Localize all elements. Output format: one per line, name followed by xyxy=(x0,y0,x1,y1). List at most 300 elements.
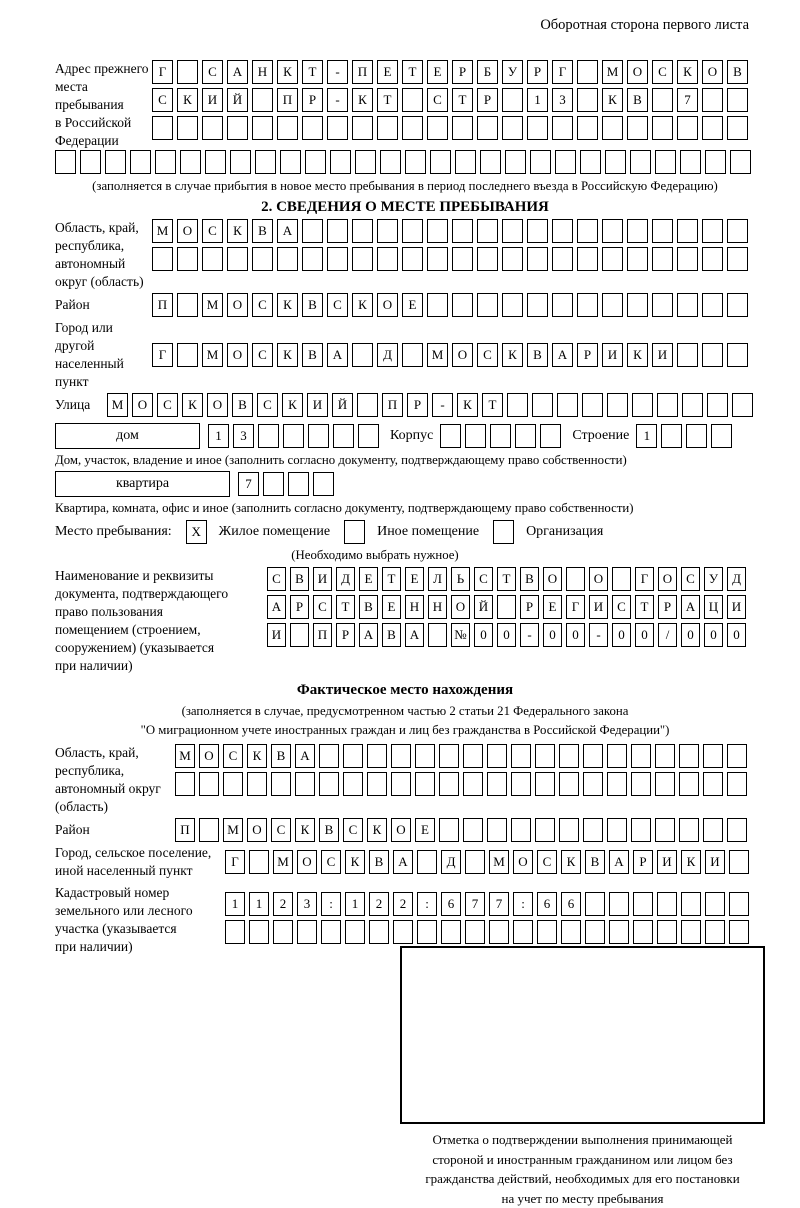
char-box[interactable]: Й xyxy=(227,88,248,112)
char-box[interactable] xyxy=(489,920,509,944)
char-box[interactable] xyxy=(552,219,573,243)
char-box[interactable] xyxy=(455,150,476,174)
char-box[interactable]: С xyxy=(427,88,448,112)
char-box[interactable]: О xyxy=(589,567,608,591)
char-box[interactable] xyxy=(480,150,501,174)
char-box[interactable]: К xyxy=(602,88,623,112)
dom-field[interactable]: дом xyxy=(55,423,200,449)
char-box[interactable] xyxy=(465,850,485,874)
char-box[interactable] xyxy=(227,116,248,140)
char-box[interactable] xyxy=(249,850,269,874)
char-box[interactable]: В xyxy=(727,60,748,84)
char-box[interactable] xyxy=(439,818,459,842)
char-box[interactable]: И xyxy=(267,623,286,647)
char-box[interactable]: Ь xyxy=(451,567,470,591)
char-box[interactable] xyxy=(252,247,273,271)
char-box[interactable] xyxy=(515,424,536,448)
char-box[interactable]: Й xyxy=(332,393,353,417)
char-box[interactable]: В xyxy=(359,595,378,619)
char-box[interactable]: К xyxy=(177,88,198,112)
char-box[interactable]: В xyxy=(252,219,273,243)
char-box[interactable] xyxy=(631,744,651,768)
char-box[interactable] xyxy=(609,892,629,916)
char-box[interactable] xyxy=(655,150,676,174)
char-box[interactable] xyxy=(177,247,198,271)
char-box[interactable] xyxy=(577,293,598,317)
char-box[interactable] xyxy=(319,744,339,768)
char-box[interactable] xyxy=(402,88,423,112)
char-box[interactable] xyxy=(730,150,751,174)
char-box[interactable] xyxy=(527,219,548,243)
char-box[interactable] xyxy=(295,772,315,796)
char-box[interactable] xyxy=(582,393,603,417)
char-box[interactable]: И xyxy=(589,595,608,619)
char-box[interactable]: К xyxy=(282,393,303,417)
char-box[interactable] xyxy=(402,247,423,271)
char-box[interactable] xyxy=(247,772,267,796)
char-box[interactable] xyxy=(527,293,548,317)
char-box[interactable]: Т xyxy=(497,567,516,591)
char-box[interactable] xyxy=(657,920,677,944)
char-box[interactable] xyxy=(702,247,723,271)
char-box[interactable] xyxy=(55,150,76,174)
char-box[interactable] xyxy=(402,116,423,140)
char-box[interactable]: 0 xyxy=(727,623,746,647)
char-box[interactable]: 3 xyxy=(233,424,254,448)
char-box[interactable]: В xyxy=(382,623,401,647)
char-box[interactable]: 2 xyxy=(273,892,293,916)
char-box[interactable] xyxy=(705,892,725,916)
char-box[interactable] xyxy=(583,772,603,796)
char-box[interactable] xyxy=(652,247,673,271)
char-box[interactable]: М xyxy=(427,343,448,367)
char-box[interactable] xyxy=(552,293,573,317)
char-box[interactable]: С xyxy=(612,595,631,619)
checkbox-organization[interactable] xyxy=(493,520,514,544)
char-box[interactable] xyxy=(580,150,601,174)
char-box[interactable]: Р xyxy=(290,595,309,619)
char-box[interactable]: С xyxy=(327,293,348,317)
char-box[interactable]: Л xyxy=(428,567,447,591)
char-box[interactable] xyxy=(415,772,435,796)
char-box[interactable]: : xyxy=(417,892,437,916)
char-box[interactable] xyxy=(252,88,273,112)
char-box[interactable] xyxy=(255,150,276,174)
char-box[interactable] xyxy=(377,116,398,140)
char-box[interactable]: В xyxy=(627,88,648,112)
char-box[interactable] xyxy=(652,219,673,243)
char-box[interactable] xyxy=(507,393,528,417)
char-box[interactable] xyxy=(352,219,373,243)
char-box[interactable] xyxy=(502,88,523,112)
char-box[interactable]: И xyxy=(602,343,623,367)
char-box[interactable] xyxy=(441,920,461,944)
char-box[interactable] xyxy=(655,744,675,768)
char-box[interactable] xyxy=(511,744,531,768)
char-box[interactable] xyxy=(679,772,699,796)
char-box[interactable] xyxy=(343,744,363,768)
char-box[interactable] xyxy=(632,393,653,417)
char-box[interactable] xyxy=(703,744,723,768)
char-box[interactable]: У xyxy=(704,567,723,591)
char-box[interactable] xyxy=(511,818,531,842)
char-box[interactable] xyxy=(497,595,516,619)
char-box[interactable]: С xyxy=(477,343,498,367)
char-box[interactable]: В xyxy=(369,850,389,874)
char-box[interactable] xyxy=(577,247,598,271)
char-box[interactable]: К xyxy=(367,818,387,842)
char-box[interactable]: О xyxy=(513,850,533,874)
char-box[interactable] xyxy=(327,116,348,140)
char-box[interactable] xyxy=(559,818,579,842)
char-box[interactable] xyxy=(393,920,413,944)
char-box[interactable] xyxy=(702,219,723,243)
char-box[interactable] xyxy=(487,744,507,768)
char-box[interactable]: 1 xyxy=(345,892,365,916)
char-box[interactable]: 3 xyxy=(552,88,573,112)
char-box[interactable] xyxy=(627,116,648,140)
char-box[interactable]: Г xyxy=(566,595,585,619)
char-box[interactable]: / xyxy=(658,623,677,647)
char-box[interactable] xyxy=(487,772,507,796)
char-box[interactable]: А xyxy=(327,343,348,367)
char-box[interactable]: И xyxy=(727,595,746,619)
char-box[interactable]: М xyxy=(107,393,128,417)
char-box[interactable] xyxy=(607,744,627,768)
char-box[interactable] xyxy=(566,567,585,591)
char-box[interactable]: М xyxy=(223,818,243,842)
char-box[interactable] xyxy=(405,150,426,174)
char-box[interactable]: А xyxy=(393,850,413,874)
char-box[interactable] xyxy=(607,393,628,417)
char-box[interactable] xyxy=(511,772,531,796)
char-box[interactable] xyxy=(530,150,551,174)
char-box[interactable]: 3 xyxy=(297,892,317,916)
char-box[interactable] xyxy=(681,892,701,916)
char-box[interactable]: В xyxy=(302,343,323,367)
char-box[interactable] xyxy=(290,623,309,647)
char-box[interactable]: А xyxy=(267,595,286,619)
char-box[interactable]: О xyxy=(452,343,473,367)
char-box[interactable] xyxy=(557,393,578,417)
char-box[interactable] xyxy=(465,424,486,448)
char-box[interactable] xyxy=(711,424,732,448)
char-box[interactable] xyxy=(655,772,675,796)
char-box[interactable] xyxy=(155,150,176,174)
char-box[interactable] xyxy=(177,60,198,84)
char-box[interactable]: П xyxy=(152,293,173,317)
char-box[interactable]: В xyxy=(527,343,548,367)
char-box[interactable] xyxy=(502,247,523,271)
char-box[interactable]: Р xyxy=(520,595,539,619)
char-box[interactable] xyxy=(343,772,363,796)
char-box[interactable] xyxy=(552,247,573,271)
char-box[interactable] xyxy=(652,293,673,317)
char-box[interactable] xyxy=(202,116,223,140)
char-box[interactable]: Р xyxy=(336,623,355,647)
char-box[interactable] xyxy=(391,772,411,796)
char-box[interactable]: О xyxy=(132,393,153,417)
char-box[interactable]: О xyxy=(177,219,198,243)
char-box[interactable]: М xyxy=(152,219,173,243)
char-box[interactable] xyxy=(199,818,219,842)
char-box[interactable] xyxy=(302,116,323,140)
char-box[interactable] xyxy=(263,472,284,496)
char-box[interactable]: М xyxy=(489,850,509,874)
char-box[interactable]: М xyxy=(202,293,223,317)
char-box[interactable]: И xyxy=(202,88,223,112)
char-box[interactable]: Е xyxy=(402,293,423,317)
char-box[interactable]: - xyxy=(589,623,608,647)
char-box[interactable] xyxy=(505,150,526,174)
char-box[interactable]: 7 xyxy=(489,892,509,916)
char-box[interactable]: В xyxy=(520,567,539,591)
char-box[interactable]: О xyxy=(451,595,470,619)
char-box[interactable] xyxy=(630,150,651,174)
char-box[interactable] xyxy=(585,892,605,916)
char-box[interactable]: И xyxy=(313,567,332,591)
char-box[interactable]: 2 xyxy=(369,892,389,916)
char-box[interactable] xyxy=(727,772,747,796)
char-box[interactable]: И xyxy=(705,850,725,874)
char-box[interactable] xyxy=(679,744,699,768)
char-box[interactable] xyxy=(703,772,723,796)
char-box[interactable]: Т xyxy=(302,60,323,84)
char-box[interactable]: К xyxy=(247,744,267,768)
char-box[interactable] xyxy=(577,88,598,112)
char-box[interactable] xyxy=(427,219,448,243)
char-box[interactable] xyxy=(352,247,373,271)
char-box[interactable] xyxy=(288,472,309,496)
char-box[interactable]: В xyxy=(290,567,309,591)
char-box[interactable]: Т xyxy=(402,60,423,84)
char-box[interactable]: А xyxy=(681,595,700,619)
char-box[interactable]: В xyxy=(319,818,339,842)
char-box[interactable]: С xyxy=(343,818,363,842)
char-box[interactable]: Т xyxy=(635,595,654,619)
char-box[interactable]: Г xyxy=(225,850,245,874)
char-box[interactable]: С xyxy=(202,219,223,243)
char-box[interactable]: А xyxy=(552,343,573,367)
char-box[interactable] xyxy=(679,818,699,842)
char-box[interactable]: А xyxy=(227,60,248,84)
char-box[interactable] xyxy=(681,920,701,944)
char-box[interactable]: С xyxy=(271,818,291,842)
char-box[interactable] xyxy=(540,424,561,448)
char-box[interactable] xyxy=(177,116,198,140)
char-box[interactable]: О xyxy=(377,293,398,317)
char-box[interactable] xyxy=(152,247,173,271)
char-box[interactable]: 0 xyxy=(474,623,493,647)
char-box[interactable]: К xyxy=(352,88,373,112)
char-box[interactable]: П xyxy=(352,60,373,84)
char-box[interactable] xyxy=(612,567,631,591)
char-box[interactable] xyxy=(439,744,459,768)
char-box[interactable]: Р xyxy=(452,60,473,84)
char-box[interactable]: К xyxy=(681,850,701,874)
char-box[interactable]: - xyxy=(327,88,348,112)
char-box[interactable] xyxy=(427,247,448,271)
char-box[interactable]: О xyxy=(227,343,248,367)
char-box[interactable] xyxy=(273,920,293,944)
char-box[interactable]: О xyxy=(207,393,228,417)
char-box[interactable] xyxy=(277,247,298,271)
char-box[interactable] xyxy=(377,247,398,271)
char-box[interactable] xyxy=(487,818,507,842)
char-box[interactable]: С xyxy=(537,850,557,874)
char-box[interactable] xyxy=(502,293,523,317)
char-box[interactable] xyxy=(702,343,723,367)
char-box[interactable]: М xyxy=(602,60,623,84)
char-box[interactable]: А xyxy=(359,623,378,647)
char-box[interactable]: К xyxy=(182,393,203,417)
char-box[interactable] xyxy=(602,293,623,317)
char-box[interactable]: Й xyxy=(474,595,493,619)
char-box[interactable]: 1 xyxy=(225,892,245,916)
char-box[interactable]: К xyxy=(277,60,298,84)
char-box[interactable] xyxy=(607,818,627,842)
char-box[interactable] xyxy=(583,744,603,768)
char-box[interactable] xyxy=(205,150,226,174)
char-box[interactable]: 1 xyxy=(208,424,229,448)
char-box[interactable] xyxy=(252,116,273,140)
char-box[interactable] xyxy=(427,116,448,140)
char-box[interactable] xyxy=(652,88,673,112)
char-box[interactable] xyxy=(477,293,498,317)
char-box[interactable]: Е xyxy=(377,60,398,84)
char-box[interactable]: 0 xyxy=(543,623,562,647)
char-box[interactable] xyxy=(727,247,748,271)
char-box[interactable]: Т xyxy=(482,393,503,417)
char-box[interactable]: № xyxy=(451,623,470,647)
char-box[interactable]: Ц xyxy=(704,595,723,619)
char-box[interactable] xyxy=(105,150,126,174)
char-box[interactable] xyxy=(477,116,498,140)
char-box[interactable] xyxy=(729,920,749,944)
char-box[interactable] xyxy=(727,818,747,842)
kvartira-field[interactable]: квартира xyxy=(55,471,230,497)
char-box[interactable] xyxy=(463,772,483,796)
char-box[interactable]: О xyxy=(702,60,723,84)
char-box[interactable] xyxy=(465,920,485,944)
char-box[interactable] xyxy=(358,424,379,448)
char-box[interactable] xyxy=(577,116,598,140)
char-box[interactable] xyxy=(602,219,623,243)
char-box[interactable]: Е xyxy=(427,60,448,84)
char-box[interactable]: 6 xyxy=(537,892,557,916)
char-box[interactable]: А xyxy=(295,744,315,768)
char-box[interactable] xyxy=(702,88,723,112)
char-box[interactable]: Р xyxy=(527,60,548,84)
char-box[interactable] xyxy=(439,772,459,796)
char-box[interactable] xyxy=(80,150,101,174)
char-box[interactable]: К xyxy=(345,850,365,874)
char-box[interactable]: 7 xyxy=(238,472,259,496)
char-box[interactable]: И xyxy=(652,343,673,367)
char-box[interactable] xyxy=(452,219,473,243)
char-box[interactable]: И xyxy=(657,850,677,874)
char-box[interactable] xyxy=(631,772,651,796)
char-box[interactable]: Д xyxy=(441,850,461,874)
char-box[interactable] xyxy=(680,150,701,174)
char-box[interactable]: 1 xyxy=(527,88,548,112)
char-box[interactable]: Т xyxy=(377,88,398,112)
char-box[interactable]: К xyxy=(457,393,478,417)
char-box[interactable]: П xyxy=(313,623,332,647)
char-box[interactable]: И xyxy=(307,393,328,417)
char-box[interactable] xyxy=(223,772,243,796)
char-box[interactable] xyxy=(537,920,557,944)
char-box[interactable]: С xyxy=(321,850,341,874)
char-box[interactable]: С xyxy=(267,567,286,591)
char-box[interactable]: - xyxy=(327,60,348,84)
char-box[interactable] xyxy=(428,623,447,647)
char-box[interactable] xyxy=(633,920,653,944)
char-box[interactable] xyxy=(705,150,726,174)
char-box[interactable] xyxy=(277,116,298,140)
char-box[interactable]: М xyxy=(175,744,195,768)
char-box[interactable] xyxy=(677,247,698,271)
char-box[interactable] xyxy=(559,744,579,768)
char-box[interactable]: Е xyxy=(405,567,424,591)
char-box[interactable] xyxy=(532,393,553,417)
char-box[interactable]: О xyxy=(247,818,267,842)
char-box[interactable]: 7 xyxy=(677,88,698,112)
char-box[interactable]: С xyxy=(157,393,178,417)
char-box[interactable] xyxy=(552,116,573,140)
char-box[interactable]: О xyxy=(297,850,317,874)
char-box[interactable]: О xyxy=(227,293,248,317)
char-box[interactable] xyxy=(313,472,334,496)
char-box[interactable] xyxy=(677,293,698,317)
char-box[interactable]: Р xyxy=(577,343,598,367)
char-box[interactable] xyxy=(727,744,747,768)
char-box[interactable]: 0 xyxy=(635,623,654,647)
char-box[interactable] xyxy=(417,850,437,874)
char-box[interactable] xyxy=(327,247,348,271)
char-box[interactable] xyxy=(727,293,748,317)
char-box[interactable]: С xyxy=(313,595,332,619)
char-box[interactable] xyxy=(180,150,201,174)
char-box[interactable] xyxy=(225,920,245,944)
char-box[interactable] xyxy=(535,772,555,796)
char-box[interactable] xyxy=(402,343,423,367)
char-box[interactable]: К xyxy=(295,818,315,842)
char-box[interactable]: Н xyxy=(428,595,447,619)
char-box[interactable]: Р xyxy=(658,595,677,619)
char-box[interactable]: К xyxy=(352,293,373,317)
char-box[interactable]: А xyxy=(277,219,298,243)
char-box[interactable]: К xyxy=(277,293,298,317)
char-box[interactable]: К xyxy=(502,343,523,367)
char-box[interactable] xyxy=(175,772,195,796)
char-box[interactable]: М xyxy=(273,850,293,874)
char-box[interactable]: К xyxy=(277,343,298,367)
char-box[interactable] xyxy=(657,393,678,417)
char-box[interactable]: 0 xyxy=(612,623,631,647)
char-box[interactable] xyxy=(652,116,673,140)
char-box[interactable]: 6 xyxy=(561,892,581,916)
char-box[interactable] xyxy=(391,744,411,768)
char-box[interactable] xyxy=(152,116,173,140)
char-box[interactable] xyxy=(302,219,323,243)
char-box[interactable] xyxy=(427,293,448,317)
char-box[interactable]: С xyxy=(252,343,273,367)
char-box[interactable]: Е xyxy=(382,595,401,619)
char-box[interactable]: О xyxy=(391,818,411,842)
char-box[interactable] xyxy=(321,920,341,944)
char-box[interactable] xyxy=(377,219,398,243)
